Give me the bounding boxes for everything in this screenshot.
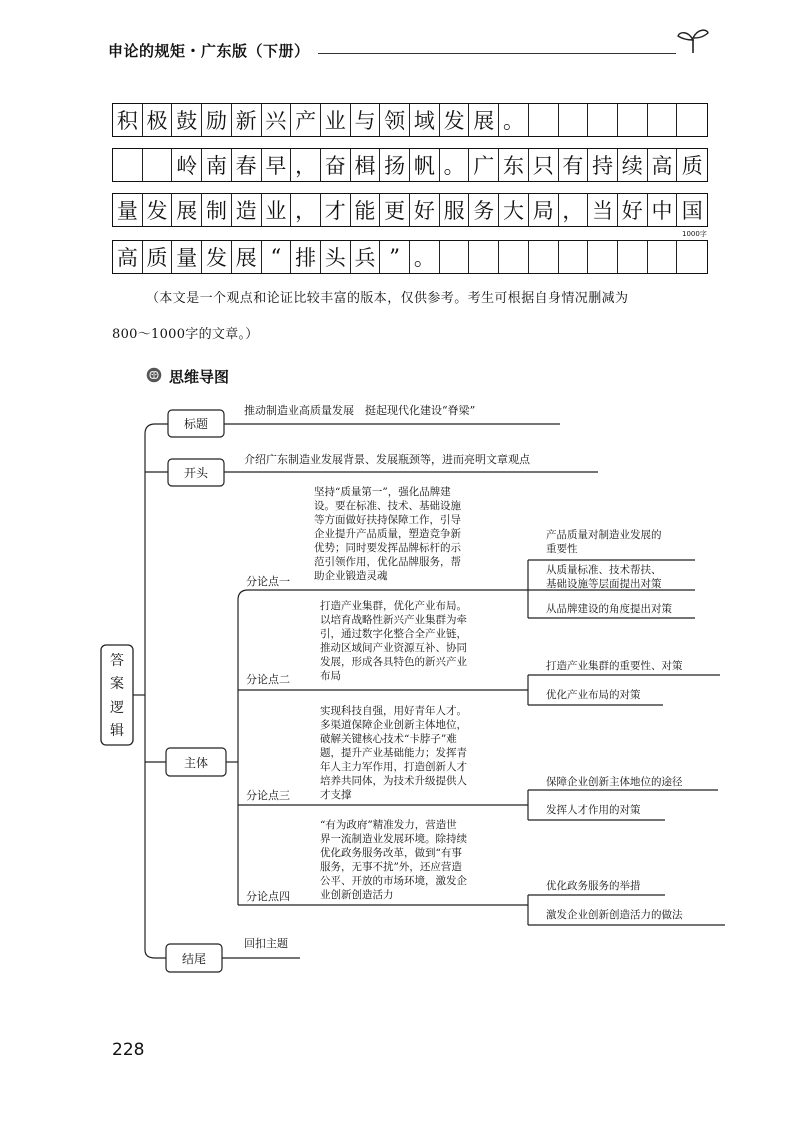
essay-grid-cell: ， [291, 149, 321, 181]
point-summary: 优化政务服务的举措 [546, 880, 641, 892]
essay-grid-cell: 扬 [380, 149, 410, 181]
essay-grid-cell: 局 [529, 194, 559, 226]
essay-grid-cell: ” [380, 241, 410, 273]
essay-grid-cell: 发 [143, 194, 173, 226]
essay-grid-cell: 展 [172, 194, 202, 226]
essay-grid-cell: 续 [618, 149, 648, 181]
essay-grid-cell: 量 [113, 194, 143, 226]
essay-grid-cell: 兵 [351, 241, 381, 273]
mindmap-root [103, 648, 131, 742]
point-summary: 发挥人才作用的对策 [546, 804, 641, 816]
essay-grid-cell: 极 [143, 104, 173, 136]
essay-grid-cell: 。 [499, 104, 529, 136]
essay-grid-cell: 质 [143, 241, 173, 273]
essay-grid-cell: 量 [172, 241, 202, 273]
essay-grid-cell: 岭 [172, 149, 202, 181]
essay-grid-cell: 东 [499, 149, 529, 181]
point-label: 分论点三 [246, 789, 290, 802]
essay-grid-cell: 排 [291, 241, 321, 273]
essay-grid-cell: 服 [440, 194, 470, 226]
node-ending: 结尾 [181, 951, 206, 966]
note-line-1: （本文是一个观点和论证比较丰富的版本，仅供参考。考生可根据自身情况删减为 [146, 291, 629, 306]
essay-grid-cell: 国 [681, 199, 703, 223]
root-char: 案 [110, 676, 124, 693]
essay-grid-cell: 有 [559, 149, 589, 181]
section-title: 思维导图 [169, 368, 230, 386]
point-summary: 激发企业创新创造活力的做法 [546, 909, 683, 921]
ending-text: 回扣主题 [244, 937, 288, 950]
node-body: 主体 [183, 755, 208, 770]
page-number: 228 [112, 1040, 145, 1060]
essay-grid-cell: 高 [113, 241, 143, 273]
point-paragraph: 打造产业集群，优化产业布局。 以培育战略性新兴产业集群为牵 引，通过数字化整合全产业链， 推动区域间产业资源互补、协同 发展，形成各具特色的新兴产业 布局 [320, 600, 467, 682]
essay-grid-cell: 造 [232, 194, 262, 226]
node-title: 标题 [183, 417, 208, 431]
point-label: 分论点四 [246, 890, 290, 903]
essay-grid-cell: 高 [648, 149, 678, 181]
essay-grid-cell: 新 [232, 104, 262, 136]
word-count-mark: 1000字 [682, 230, 707, 238]
point-label: 分论点一 [246, 575, 290, 588]
essay-grid-cell: 发 [202, 241, 232, 273]
essay-grid-cell: 展 [232, 241, 262, 273]
essay-grid-cell: 鼓 [172, 104, 202, 136]
essay-grid-cell: 积 [113, 104, 143, 136]
title-text: 推动制造业高质量发展 挺起现代化建设“脊梁” [244, 404, 476, 417]
point-paragraph: 坚持“质量第一”，强化品牌建 设。要在标准、技术、基础设施 等方面做好扶持保障工作，引导 企业提升产品质量，塑造竞争新 优势；同时要发挥品牌标杆的示 范引领作用，优化品牌服务，帮 助企业锻造灵魂 [314, 486, 461, 582]
essay-grid-cell: 业 [321, 104, 351, 136]
essay-grid-cell: 励 [202, 104, 232, 136]
essay-grid-cell: 持 [588, 149, 618, 181]
essay-grid-cell: 域 [410, 104, 440, 136]
essay-grid-cell: 与 [351, 104, 381, 136]
point-summary: 从品牌建设的角度提出对策 [546, 603, 672, 615]
essay-grid-cell: 。 [440, 149, 470, 181]
essay-grid-cell: 制 [202, 194, 232, 226]
point-summary: 保障企业创新主体地位的途径 [546, 776, 683, 788]
point-summary: 从质量标准、技术帮扶、 基础设施等层面提出对策 [546, 564, 662, 590]
point-summary: 打造产业集群的重要性、对策 [546, 660, 683, 672]
essay-grid-cell: ， [291, 194, 321, 226]
running-header-title: 申论的规矩・广东版（下册） [108, 42, 310, 60]
node-opening: 开头 [183, 466, 208, 480]
essay-grid-cell: 奋 [321, 149, 351, 181]
essay-grid-cell: 业 [262, 194, 292, 226]
essay-grid-cell: 产 [291, 104, 321, 136]
point-summary: 优化产业布局的对策 [546, 689, 641, 701]
essay-grid-cell: 好 [410, 194, 440, 226]
root-char: 辑 [110, 723, 124, 740]
essay-grid-cell: 广 [469, 149, 499, 181]
essay-grid-cell: 早 [262, 149, 292, 181]
point-paragraph: 实现科技自强，用好青年人才。 多渠道保障企业创新主体地位， 破解关键核心技术“卡脖子”难 题，提升产业基础能力；发挥青 年人主力军作用，打造创新人才 培养共同体，为技术升级提供人 才支撑 [320, 705, 467, 801]
essay-grid-cell: 头 [321, 241, 351, 273]
root-char: 答 [110, 652, 124, 669]
essay-grid-cell: 楫 [351, 149, 381, 181]
essay-grid-cell: 南 [202, 149, 232, 181]
essay-grid-cell: 能 [351, 194, 381, 226]
essay-grid-cell: 务 [469, 194, 499, 226]
essay-grid-cell: 发 [440, 104, 470, 136]
essay-grid-cell: 只 [529, 149, 559, 181]
essay-grid-cell: 更 [380, 194, 410, 226]
opening-text: 介绍广东制造业发展背景、发展瓶颈等，进而亮明文章观点 [244, 453, 530, 466]
essay-grid-cell: 中 [648, 194, 678, 226]
essay-grid-cell: 兴 [262, 104, 292, 136]
essay-grid-cell: 领 [380, 104, 410, 136]
point-summary: 产品质量对制造业发展的 重要性 [546, 529, 662, 555]
point-paragraph: “有为政府”精准发力，营造世 界一流制造业发展环境。除持续 优化政务服务改革，做到“有事 服务，无事不扰”外，还应营造 公平、开放的市场环境，激发企 业创新创造活力 [320, 819, 467, 901]
essay-grid-cell: 才 [321, 194, 351, 226]
essay-grid-cell: “ [262, 241, 292, 273]
essay-grid-cell: 当 [588, 194, 618, 226]
point-label: 分论点二 [246, 673, 290, 686]
note-line-2: 800～1000字的文章。） [112, 327, 259, 342]
essay-grid-cell: 好 [618, 194, 648, 226]
essay-grid-cell: ， [559, 194, 589, 226]
essay-grid-cell: 。 [410, 241, 440, 273]
essay-grid-cell: 展 [469, 104, 499, 136]
essay-grid-cell: 质 [681, 154, 703, 178]
essay-grid-cell: 帆 [410, 149, 440, 181]
essay-grid-cell: 大 [499, 194, 529, 226]
root-char: 逻 [110, 699, 124, 716]
essay-grid-cell: 春 [232, 149, 262, 181]
